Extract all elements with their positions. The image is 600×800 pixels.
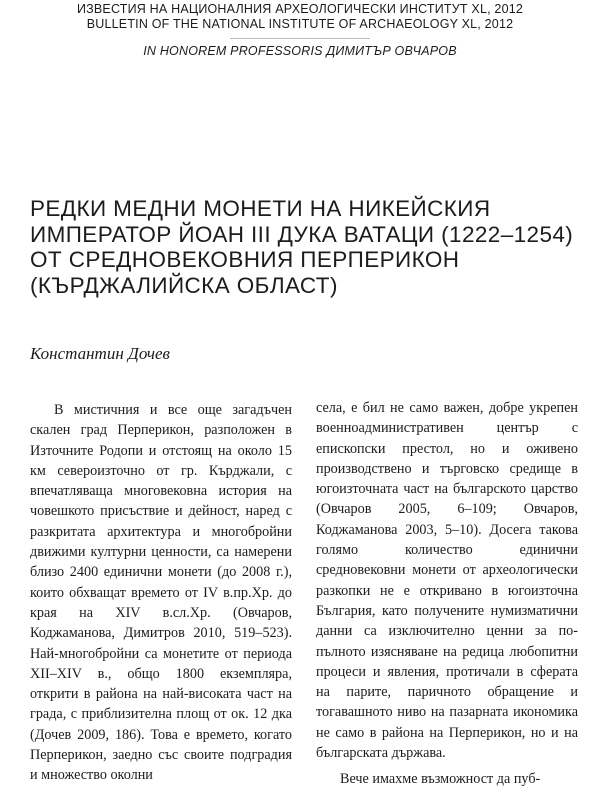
in-honorem-line: IN HONOREM PROFESSORIS ДИМИТЪР ОВЧАРОВ (143, 44, 457, 58)
body-paragraph: Вече имахме възможност да пуб- (340, 771, 541, 788)
header-divider (230, 38, 370, 39)
text-column-left (30, 400, 292, 786)
journal-title-en: BULLETIN OF THE NATIONAL INSTITUTE OF ARCHAEOLOGY XL, 2012 (86, 17, 514, 31)
article-author: Константин Дочев (30, 344, 170, 363)
body-paragraph: В мистичния и все още загадъчен скален град Перперикон, разположен в Източните Родопи и отстоящ на около 15 км североизточно от гр. Кърджали, с впечатляваща многовековна история на човешкото присъствие и дейност, наред с разкритата архитектура и многобройни движими културни ценности, са намерени близо 2400 единични монети (до 2008 г.), които обхващат времето от IV в.пр.Хр. до края на XIV в.сл.Хр. (Овчаров, Коджаманова, Димитров 2010, 519–523). Най-многобройни са монетите от периода XII–XIV в., общо 1800 екземпляра, открити в района на най-високата част на града, с приблизителна площ от ок. 12 дка (Дочев 2009, 186). Това е времето, когато Перперикон, заедно със своите подградия и множество околни (30, 402, 292, 784)
text-column-right (316, 398, 578, 790)
journal-header (0, 2, 600, 59)
journal-title-bg: ИЗВЕСТИЯ НА НАЦИОНАЛНИЯ АРХЕОЛОГИЧЕСКИ ИНСТИТУТ XL, 2012 (76, 2, 524, 16)
article-title: РЕДКИ МЕДНИ МОНЕТИ НА НИКЕЙСКИЯ ИМПЕРАТОР ЙОАН III ДУКА ВАТАЦИ (1222–1254) ОТ СРЕДНОВЕКОВНИЯ ПЕРПЕРИКОН (КЪРДЖАЛИЙСКА ОБЛАСТ) (30, 196, 574, 298)
body-paragraph: села, е бил не само важен, добре укрепен военноадминистративен център с епископски престол, но и оживено производствено и търговско средище в югоизточната част на българското царство (Овчаров 2005, 6–109; Овчаров, Коджаманова 2003, 5–10). Досега такова голямо количество единични средновековни монети от археологически разкопки не е откривано в югоизточна България, като получените нумизматични данни са изключително ценни за по-пълното изясняване на редица любопитни процеси и явления, протичали в сферата на парите, паричното обращение и тогавашното ниво на пазарната икономика не само в района на Перперикон, но и на българската държава. (316, 400, 578, 762)
